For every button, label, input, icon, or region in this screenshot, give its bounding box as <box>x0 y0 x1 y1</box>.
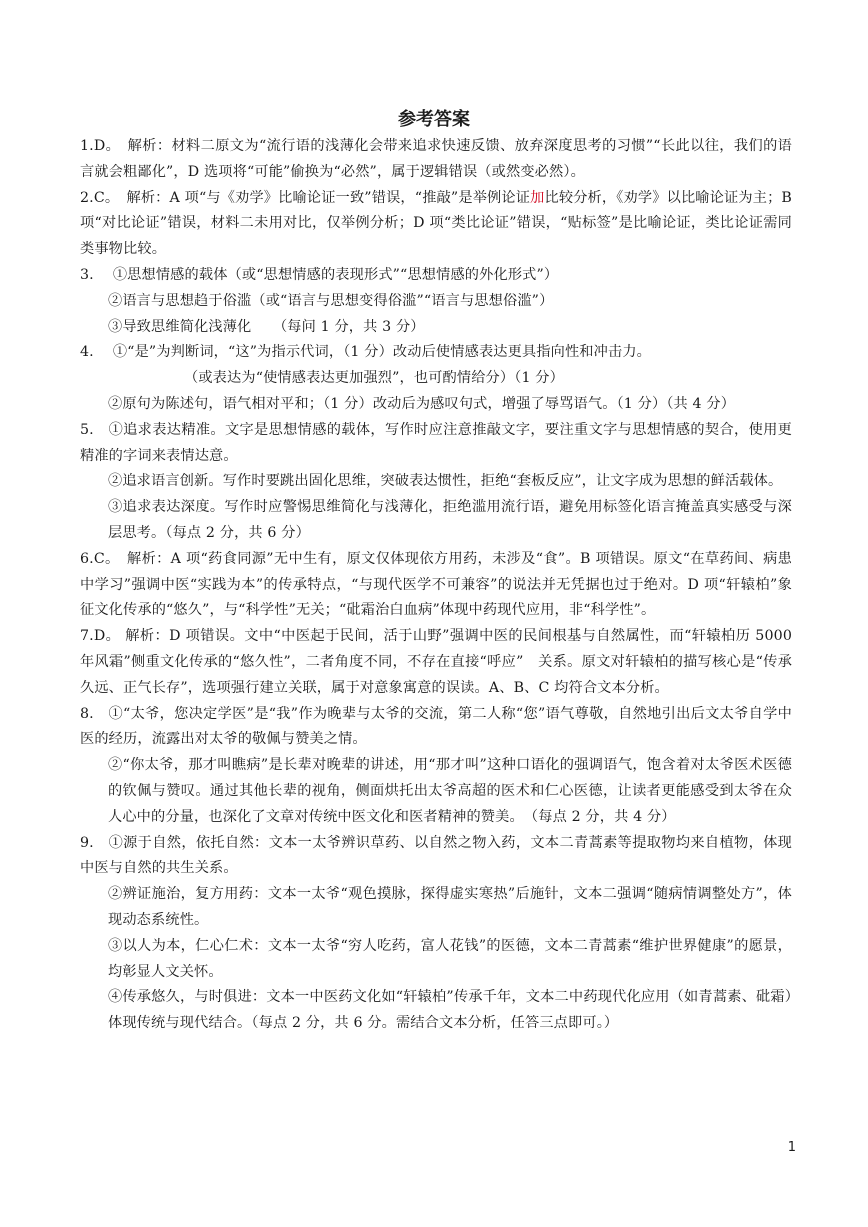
answer-q9-point1: 9. ①源于自然，依托自然：文本一太爷辨识草药、以自然之物入药，文本二青蒿素等提取物均来自植物，体现中医与自然的共生关系。 <box>80 834 792 877</box>
answer-q5-point3: ③追求表达深度。写作时应警惕思维简化与浅薄化，拒绝滥用流行语，避免用标签化语言掩盖真实感受与深层思考。（每点 2 分，共 6 分） <box>108 499 792 541</box>
answer-q8-point1: 8. ①“太爷，您决定学医”是“我”作为晚辈与太爷的交流，第二人称“您”语气尊敬，自然地引出后文太爷自学中医的经历，流露出对太爷的敬佩与赞美之情。 <box>80 705 792 748</box>
answer-q4-line1: 4. ①“是”为判断词，“这”为指示代词，（1 分）改动后使情感表达更具指向性和冲击力。 <box>80 344 651 361</box>
answer-q5-point2: ②追求语言创新。写作时要跳出固化思维，突破表达惯性，拒绝“套板反应”，让文字成为思想的鲜活载体。 <box>108 473 783 490</box>
answer-q2-highlight: 加 <box>530 189 545 206</box>
answer-q8-point2: ②“你太爷，那才叫瞧病”是长辈对晚辈的讲述，用“那才叫”这种口语化的强调语气，饱含着对太爷医术医德的钦佩与赞叹。通过其他长辈的视角，侧面烘托出太爷高超的医术和仁心医德，让读者更能感受到太爷在众人心中的分量，也深化了文章对传统中医文化和医者精神的赞美。 （每点 2 分，共 4 分） <box>108 757 792 825</box>
answer-q2-part2: 比较分析，《劝学》以比喻论证为主；B 项“对比论证”错误，材料二未用对比，仅举例分析；D 项“类比论证”错误，“贴标签”是比喻论证，类比论证需同类事物比较。 <box>80 189 792 258</box>
answer-q3-line1: 3. ①思想情感的载体（或“思想情感的表现形式”“思想情感的外化形式”） <box>80 266 559 283</box>
answer-q3-line3: ③导致思维简化浅薄化 （每问 1 分，共 3 分） <box>108 318 425 335</box>
answer-q2 <box>80 186 792 263</box>
answer-q4-line2: （或表达为“使情感表达更加强烈”，也可酌情给分）（1 分） <box>184 370 564 387</box>
answer-q9-point3: ③以人为本，仁心仁术：文本一太爷“穷人吃药，富人花钱”的医德，文本二青蒿素“维护世界健康”的愿景，均彰显人文关怀。 <box>108 937 792 980</box>
page-number: 1 <box>787 1140 796 1155</box>
answer-q6: 6.C。 解析：A 项“药食同源”无中生有，原文仅体现依方用药，未涉及“食”。B 项错误。原文“在草药间、病患中学习”强调中医“实践为本”的传承特点，“与现代医学不可兼容”的说法并无凭据也过于绝对。D 项“轩辕柏”象征文化传承的“悠久”，与“科学性”无关；“砒霜治白血病”体现中药现代应用，非“科学性”。 <box>80 550 792 619</box>
answer-q2-part1: 2.C。 解析：A 项“与《劝学》比喻论证一致”错误，“推敲”是举例论证 <box>80 189 531 206</box>
answer-q9-point4: ④传承悠久，与时俱进：文本一中医药文化如“轩辕柏”传承千年，文本二中药现代化应用（如青蒿素、砒霜）体现传统与现代结合。（每点 2 分，共 6 分。需结合文本分析，任答三点即可。） <box>108 989 792 1032</box>
page-title: 参考答案 <box>398 109 470 130</box>
answer-q5-point1: 5. ①追求表达精准。文字是思想情感的载体，写作时应注意推敲文字，要注重文字与思想情感的契合，使用更精准的字词来表情达意。 <box>80 421 792 464</box>
answer-q3-line2: ②语言与思想趋于俗滥（或“语言与思想变得俗滥”“语言与思想俗滥”） <box>108 292 554 309</box>
answer-body <box>80 134 792 1037</box>
answer-q1: 1.D。 解析：材料二原文为“流行语的浅薄化会带来追求快速反馈、放弃深度思考的习惯”“长此以往，我们的语言就会粗鄙化”，D 选项将“可能”偷换为“必然”，属于逻辑错误（或然变必然）。 <box>80 138 792 180</box>
answer-q9-point2: ②辨证施治，复方用药：文本一太爷“观色摸脉，探得虚实寒热”后施针，文本二强调“随病情调整处方”，体现动态系统性。 <box>108 886 792 928</box>
answer-q7: 7.D。 解析：D 项错误。文中“中医起于民间，活于山野”强调中医的民间根基与自然属性，而“轩辕柏历 5000 年风霜”侧重文化传承的“悠久性”，二者角度不同，不存在直接“呼应” 关系。原文对轩辕柏的描写核心是“传承久远、正气长存”，选项强行建立关联，属于对意象寓意的误读。A、B、C 均符合文本分析。 <box>80 628 792 696</box>
answer-q4-line3: ②原句为陈述句，语气相对平和；（1 分）改动后为感叹句式，增强了辱骂语气。（1 分）（共 4 分） <box>108 395 736 412</box>
